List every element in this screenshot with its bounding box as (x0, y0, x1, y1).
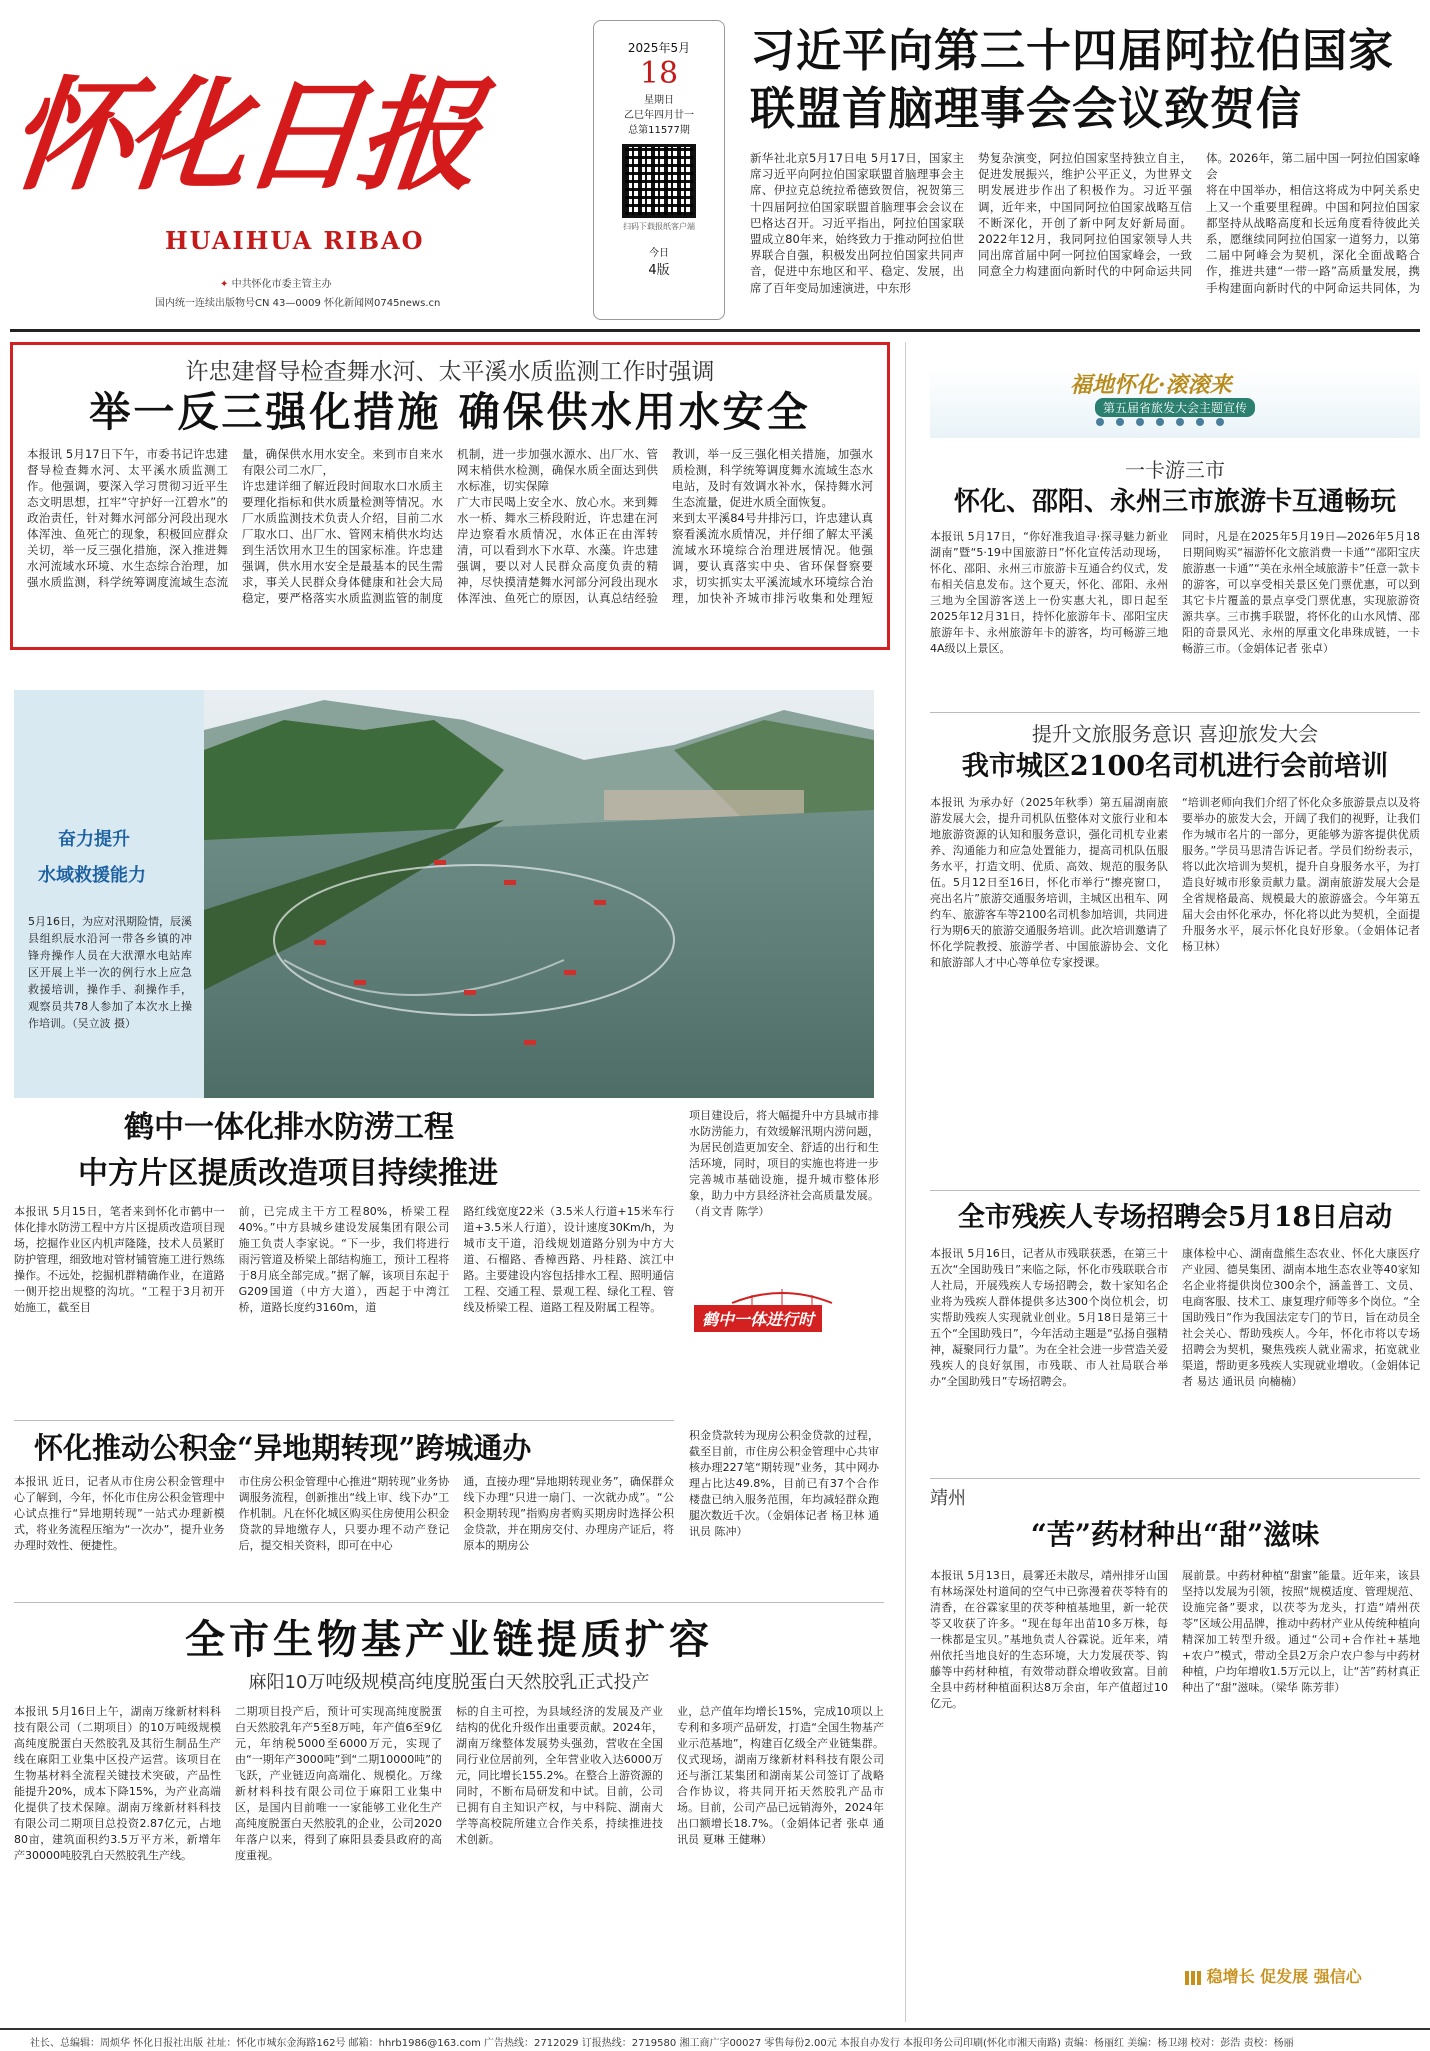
bio-body (14, 1704, 884, 2014)
tourism-banner (930, 368, 1420, 438)
drivers-paragraph: “培训老师向我们介绍了怀化众多旅游景点以及将要举办的旅发大会，开阔了我们的视野，让我们作为城市名片的一部分，更能够为游客提供优质服务。”学员马思清告诉记者。学员们纷纷表示，将以此次培训为契机，提升自身服务水平，为打造良好城市形象贡献力量。湖南旅游发展大会是全省规格最高、规模最大的旅游盛会。今年第五届大会由怀化承办，怀化将以此为契机，全面提升服务水平，展示怀化良好形象。（金娟体记者 杨卫林） (1182, 796, 1420, 953)
logo-pinyin: HUAIHUA RIBAO (165, 226, 425, 255)
fund-paragraph: 本报讯 近日，记者从市住房公积金管理中心了解到，今年，怀化市住房公积金管理中心试点推行“异地期转现”一站式办理新模式，将业务流程压缩为“一次办”，提升业务办理时效性、便捷性。 (14, 1475, 225, 1552)
drivers-headline[interactable]: 我市城区2100名司机进行会前培训 (961, 751, 1389, 782)
fund-headline[interactable]: 怀化推动公积金“异地期转现”跨城通办 (34, 1431, 532, 1465)
feature-kicker: 许忠建督导检查舞水河、太平溪水质监测工作时强调 (185, 359, 715, 385)
date-day: 18 (639, 56, 679, 91)
jobs-story (930, 1198, 1420, 1468)
drivers-kicker: 提升文旅服务意识 喜迎旅发大会 (1031, 722, 1319, 746)
drainage-headline-2[interactable]: 中方片区提质改造项目持续推进 (78, 1156, 498, 1191)
date-box (593, 20, 725, 320)
bar-chart-icon (1185, 1971, 1201, 1985)
herbs-tag-text: 稳增长 促发展 强信心 (1206, 1967, 1362, 1986)
jobs-paragraph: 本报讯 5月16日，记者从市残联获悉，在第三十五次“全国助残日”来临之际，怀化市残联联合市人社局，开展残疾人专场招聘会，数十家知名企业将为残疾人群体提供多达300个岗位机会，切实帮助残疾人实现就业创业。5月18日是第三十五个“全国助残日”，今年活动主题是“弘扬自强精神，凝聚同行力量”。为在全社会进一步营造关爱残疾人的良好氛围，市残联、市人社局联合举办“全国助残日”专场招聘会。 (930, 1247, 1168, 1388)
photo-sidebar (14, 690, 204, 1098)
drivers-paragraph: 本报讯 为承办好（2025年秋季）第五届湖南旅游发展大会，提升司机队伍整体对文旅行业和本地旅游资源的认知和服务意识，强化司机专业素养、沟通能力和应急处置能力，提高司机队伍服务水平，打造文明、优质、高效、规范的服务队伍。5月12日至16日，怀化市举行“擦亮窗口，亮出名片”旅游交通服务培训，主城区出租车、网约车、旅游客车等2100名司机参加培训，共同进行为期6天的旅游交通服务培训。此次培训邀请了怀化学院教授、旅游学者、中国旅游协会、文化和旅游部人才中心等单位专家授课。 (930, 796, 1168, 969)
lead-paragraph: 将在中国举办，相信这将成为中阿关系史上又一个重要里程碑。中国和阿拉伯国家都坚持从战略高度和长远角度看待彼此关系，愿继续同阿拉伯国家一道努力，以第二届中阿峰会为契机，深化全面战略合作，推进共建“一带一路”高质量发展，携手构建面向新时代的中阿命运共同体，为 (1206, 183, 1420, 295)
date-weekday: 星期日 (644, 95, 674, 106)
fund-paragraph: 积金贷款转为现房公积金贷款的过程，截至目前，市住房公积金管理中心共审核办理227笔“期转现”业务，其中网办理占比达49.8%，目前已有37个合作楼盘已纳入服务范围，年均减轻群众跑腿次数近千次。（金娟体记者 杨卫林 通讯员 陈冲） (689, 1429, 879, 1538)
herbs-paragraph: 本报讯 5月13日，晨雾还未散尽，靖州排牙山国有林场深处村道间的空气中已弥漫着茯苓特有的清香，在谷霖家里的茯苓种植基地里，新一轮茯苓又收获了许多。“现在每年出苗10多万株，每一株都是宝贝。”基地负责人谷霖说。近年来，靖州依托当地良好的生态环境，大力发展茯苓、钩藤等中药材种植，有效带动群众增收致富。目前全县中药材种植面积达8万余亩，年产值超过10亿元。 (930, 1569, 1168, 1710)
feature-paragraph: 广大市民喝上安全水、放心水。来到舞水一桥、舞水三桥段附近，许忠建在河岸边察看水质情况，水体正在由浑转清，可以看到水下水草、水藻。许忠建强调，要以对人民群众高度负责的精神，尽快摸清楚舞水河部分河段出现水体浑浊、鱼死亡的原因，认真总结经验教训，举一反三强化相关措施，加强水质检测，科学统筹调度舞水流域生态水电站，及时有效调水补水，保持舞水河生态流量，促进水质全面恢复。 (457, 447, 873, 605)
herbs-story (930, 1484, 1420, 2024)
feature-headline[interactable]: 举一反三强化措施 确保供水用水安全 (89, 388, 811, 436)
newspaper-logo (2, 60, 570, 210)
jobs-headline[interactable]: 全市残疾人专场招聘会5月18日启动 (957, 1202, 1393, 1233)
tourism-body (930, 529, 1420, 694)
masthead-rule (10, 329, 1420, 332)
lead-story (750, 22, 1420, 305)
herbs-kicker: 靖州 (930, 1488, 966, 1509)
party-emblem-icon: ✦ (220, 279, 229, 290)
fund-paragraph: 通，直接办理“异地期转现业务”，确保群众线下办理“只进一扇门、一次就办成”。“公积金期转现”指购房者购买期房时选择公积金贷款，并在期房交付、办理房产证后，将原本的期房公 (463, 1475, 674, 1552)
bio-headline[interactable]: 全市生物基产业链提质扩容 (185, 1616, 713, 1663)
qr-caption: 扫码下载报纸客户端 (623, 222, 695, 231)
divider (930, 1190, 1420, 1191)
date-month: 2025年5月 (627, 41, 691, 55)
drainage-sidecol (689, 1108, 879, 1278)
herbs-body (930, 1568, 1420, 1923)
lead-headline[interactable]: 习近平向第三十四届阿拉伯国家联盟首脑理事会会议致贺信 (750, 24, 1395, 135)
tourism-banner-title: 福地怀化·滚滚来 (1070, 372, 1232, 398)
page-footer: 社长、总编辑：周烦华 怀化日报社出版 社址：怀化市城东金海路162号 邮箱：hhrb1986@163.com 广告热线：2712029 订报热线：2719580 湘工商广字00027 零售每份2.00元 本报自办发行 本报印务公司印刷(怀化市湘天南路) 责编：杨丽红 美编：杨卫翊 校对：彭浩 责校：杨丽 (0, 2028, 1430, 2051)
tourism-headline[interactable]: 怀化、邵阳、永州三市旅游卡互通畅玩 (953, 487, 1396, 517)
drainage-headline-1[interactable]: 鹤中一体化排水防涝工程 (124, 1110, 454, 1145)
bio-subhead: 麻阳10万吨级规模高纯度脱蛋白天然胶乳正式投产 (248, 1672, 650, 1693)
herbs-paragraph: 展前景。中药材种植“甜蜜”能量。近年来，该县坚持以发展为引领，按照“规模适度、管理规范、设施完备”要求，以茯苓为龙头，打造“靖州茯苓”区域公用品牌，推动中药材产业从传统种植向精深加工转型升级。通过“公司+合作社+基地+农户”模式，带动全县2万余户农户参与中药材种植，户均年增收1.5万元以上，让“苦”药材真正种出了“甜”滋味。（梁华 陈芳菲） (1182, 1569, 1420, 1694)
herbs-tag (1185, 1964, 1362, 1987)
divider (930, 712, 1420, 713)
photo-feature (14, 690, 874, 1098)
drainage-story (14, 1108, 884, 1338)
tourism-paragraph: 同时，凡是在2025年5月19日—2026年5月18日期间购买“福游怀化文旅消费一卡通”“邵阳宝庆旅游惠一卡通”“美在永州全域旅游卡”任意一款卡的游客，可以享受相关景区免门票优惠，可以到其它卡片覆盖的景点享受门票优惠，实现旅游资源共享。三市携手联盟，将怀化的山水风情、邵阳的奇景风光、永州的厚重文化串珠成链，一卡畅游三市。（金娟体记者 张卓） (1182, 530, 1420, 655)
drainage-paragraph: 前，已完成主干方工程80%，桥梁工程40%。”中方县城乡建设发展集团有限公司施工负责人李家说。“下一步，我们将进行雨污管道及桥梁上部结构施工，预计工程将于8月底全部完成。”据了解，该项目东起于G209国道（中方大道），西起于中湾江桥，道路长度约3160m，道 (238, 1205, 450, 1314)
lead-body (750, 150, 1420, 305)
drainage-body (14, 1204, 674, 1334)
issue-number: 总第11577期 (628, 125, 690, 136)
lead-paragraph: 势复杂演变，阿拉伯国家坚持独立自主，促进发展振兴，维护公平正义，为世界文明发展进步作出了积极作为。习近平强调，近年来，中国同阿拉伯国家战略互信不断深化，开创了新中阿友好新局面。2022年12月，我同阿拉伯国家领导人共同出席首届中阿一阿拉伯国家峰会，一致同意全力构建面向新时代的中阿命运共同体。2026年，第二届中国一阿拉伯国家峰会 (978, 151, 1420, 279)
fund-sidecol (689, 1428, 879, 1588)
logo-text: 怀化日报 (2, 63, 482, 207)
fund-body (14, 1474, 674, 1594)
bio-paragraph: 业，总产值年均增长15%，完成10项以上专利和多项产品研发，打造“全国生物基产业示范基地”，构建百亿级全产业链集群。仪式现场，湖南万缘新材料科技有限公司还与浙江某集团和湖南某公司签订了战略合作协议，将共同开拓天然胶乳产品市场。目前，公司产品已远销海外，2024年出口额增长18.7%。（金娟体记者 张卓 通讯员 夏琳 王健琳） (677, 1705, 884, 1846)
photo-caption: 5月16日，为应对汛期险情，辰溪县组织辰水沿河一带各乡镇的冲锋舟操作人员在大洑潭水电站库区开展上半一次的例行水上应急救援培训，操作手、刹操作手，观察员共78人参加了本次水上操作培训。（吴立波 摄） (28, 915, 192, 1030)
publisher-text: 中共怀化市委主管主办 (231, 279, 332, 290)
tourism-paragraph: 本报讯 5月17日，“你好准我追寻·探寻魅力新业湖南”暨“5·19中国旅游日”怀化宣传活动现场，怀化、邵阳、永州三市旅游卡互通合约仪式，发布相关信息发布。这个夏天，怀化、邵阳、永州三地为全国游客送上一份实惠大礼，即日起至2025年12月31日，持怀化旅游年卡、邵阳宝庆旅游年卡、永州旅游年卡的游客，均可畅游三地4A级以上景区。 (930, 530, 1168, 655)
feature-paragraph: 本报讯 5月17日下午，市委书记许忠建督导检查舞水河、太平溪水质监测工作。他强调，要深入学习贯彻习近平生态文明思想，扛牢“守护好一江碧水”的政治责任，针对舞水河部分河段出现水体浑浊、鱼死亡的现象，积极回应群众关切，举一反三强化措施，深入推进舞水河流域水环境、水生态综合治理，加强水质监测，科学统筹调度流域生态流量，确保供水用水安全。来到市自来水有限公司二水厂， (27, 447, 443, 589)
river-rescue-photo (204, 690, 874, 1098)
publication-codes: 国内统一连续出版物号CN 43—0009 怀化新闻网0745news.cn (155, 298, 441, 309)
jobs-body (930, 1246, 1420, 1451)
divider (14, 1602, 884, 1603)
tourism-kicker: 一卡游三市 (1125, 458, 1225, 482)
feature-story-box (10, 342, 890, 650)
drivers-story (930, 718, 1420, 1128)
bio-story (14, 1614, 884, 2026)
people-group-icon (1080, 414, 1260, 438)
pages-value: 4版 (648, 263, 670, 278)
fund-story (14, 1428, 884, 1598)
drainage-paragraph: 路红线宽度22米（3.5米人行道+15米车行道+3.5米人行道），设计速度30Km/h，为城市支干道，沿线规划道路分别为中方大道、石榴路、香樟西路、丹桂路、滨江中路。主要建设内容包括排水工程、照明通信工程、交通工程、景观工程、绿化工程、管线及桥梁工程、道路工程及附属工程等。 (463, 1205, 674, 1314)
date-lunar: 乙巳年四月廿一 (624, 110, 694, 121)
qr-code[interactable] (622, 144, 696, 218)
drivers-body (930, 795, 1420, 1115)
divider (930, 1478, 1420, 1479)
column-divider (905, 342, 906, 2022)
bio-paragraph: 标的自主可控，为县域经济的发展及产业结构的优化升级作出重要贡献。2024年，湖南万缘整体发展势头强劲，营收在全国同行业位居前列，全年营业收入达6000万元，同比增长155.2%。在整合上游资源的同时，不断布局研发和中试。目前，公司已拥有自主知识产权，与中科院、湖南大学等高校院所建立合作关系，持续推进技术创新。 (456, 1705, 663, 1846)
publisher-line (220, 275, 332, 290)
fund-paragraph: 市住房公积金管理中心推进“期转现”业务协调服务流程，创新推出“线上审、线下办”工作机制。凡在怀化城区购买住房使用公积金贷款的异地缴存人，只要办理不动产登记后，提交相关资料，即可在中心 (238, 1475, 450, 1552)
photo-title-2: 水域救援能力 (38, 865, 146, 886)
bio-paragraph: 二期项目投产后，预计可实现高纯度脱蛋白天然胶乳年产5至8万吨，年产值6至9亿元，年纳税5000至6000万元，实现了由“一期年产3000吨”到“二期10000吨”的飞跃，产业链迈向高端化、规模化。万缘新材料科技有限公司位于麻阳工业集中区，是国内目前唯一一家能够工业化生产高纯度脱蛋白天然胶乳的企业，公司2020年落户以来，得到了麻阳县委县政府的高度重视。 (235, 1705, 442, 1862)
tourism-story (930, 368, 1420, 703)
feature-paragraph: 来到太平溪84号井排污口，许忠建认真察看溪流水质情况，并仔细了解太平溪流域水环境综合治理进展情况。他强调，要认真落实中央、省环保督察要求，切实抓实太平溪流域水环境综合治理，加快补齐城市排污收集和处理短 (672, 511, 873, 605)
jobs-paragraph: 康体检中心、湖南盘熊生态农业、怀化大康医疗产业园、德昊集团、湖南本地生态农业等40家知名企业将提供岗位300余个，涵盖普工、文员、电商客服、技术工、康复理疗师等多个岗位。“全国助残日”作为我国法定专门的节日，旨在动员全社会关心、帮助残疾人。今年，怀化市将以专场招聘会为契机，聚焦残疾人就业需求，拓宽就业渠道，帮助更多残疾人实现就业增收。（金娟体记者 易达 通讯员 向楠楠） (1182, 1247, 1420, 1388)
pages-label: 今日 (649, 248, 669, 259)
feature-paragraph: 许忠建详细了解近段时间取水口水质主要理化指标和供水质量检测等情况。水厂水质监测技术负责人介绍，目前二水厂取水口、出厂水、管网末梢供水均达到生活饮用水卫生的国家标准。许忠建强调，供水用水安全是最基本的民生需求，事关人民群众身体健康和社会大局稳定，要严格落实水质监测监管的制度机制，进一步加强水源水、出厂水、管网末梢供水检测，确保水质全面达到供水标准，切实保障 (242, 447, 658, 605)
herbs-headline[interactable]: “苦”药材种出“甜”滋味 (1030, 1518, 1320, 1551)
hezhong-badge (692, 1283, 877, 1331)
tourism-banner-sub: 第五届省旅发大会主题宣传 (1095, 398, 1255, 417)
feature-body (27, 446, 873, 618)
divider (14, 1420, 674, 1421)
photo-title-1: 奋力提升 (58, 829, 130, 850)
lead-paragraph: 新华社北京5月17日电 5月17日，国家主席习近平向阿拉伯国家联盟首脑理事会主席、伊拉克总统拉希德致贺信，祝贺第三十四届阿拉伯国家联盟首脑理事会会议在巴格达召开。习近平指出，阿拉伯国家联盟成立80年来，始终致力于推动阿拉伯世界联合自强，积极发出阿拉伯国家共同声音，促进中东地区和平、稳定、发展，出席了百年变局加速演进，中东形 (750, 151, 964, 295)
bio-paragraph: 本报讯 5月16日上午，湖南万缘新材料科技有限公司（二期项目）的10万吨级规模高纯度脱蛋白天然胶乳及其衍生制品生产线在麻阳工业集中区投产运营。该项目在生物基材料全流程关键技术突破，产品性能提升20%，成本下降15%，为产业高端化提供了技术保障。湖南万缘新材料科技有限公司二期项目总投资2.87亿元，占地80亩，建筑面积约3.5万平方米，新增年产30000吨胶乳白天然胶乳生产线。 (14, 1705, 221, 1862)
drainage-paragraph: 项目建设后，将大幅提升中方县城市排水防涝能力，有效缓解汛期内涝问题，为居民创造更加安全、舒适的出行和生活环境，同时，项目的实施也将进一步完善城市基础设施，提升城市整体形象，助力中方县经济社会高质量发展。（肖文青 陈学） (689, 1109, 879, 1218)
hezhong-badge-label: 鹤中一体进行时 (694, 1305, 822, 1332)
drainage-paragraph: 本报讯 5月15日，笔者来到怀化市鹤中一体化排水防涝工程中方片区提质改造项目现场，挖掘作业区内机声隆隆，技术人员紧盯防护管理，细致地对管材铺管施工进行熟练操作。不远处，挖掘机群精确作业，在道路一侧开挖出规整的沟坑。“工程于3月初开始施工，截至目 (14, 1205, 225, 1314)
